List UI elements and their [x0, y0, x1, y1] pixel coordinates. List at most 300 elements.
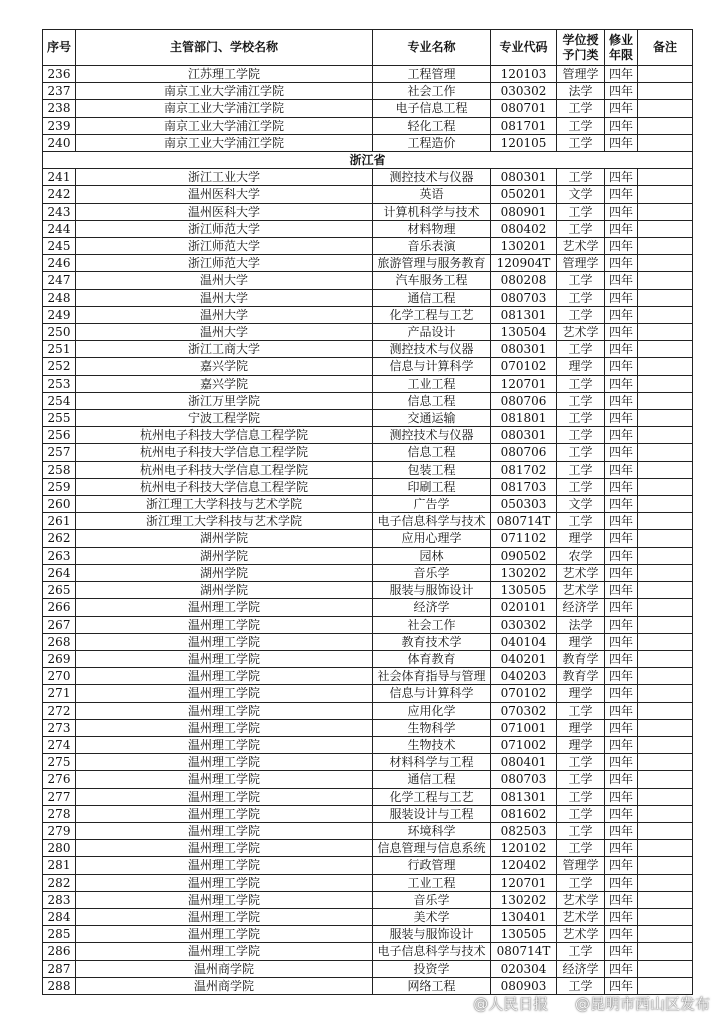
- cell-degree: 管理学: [557, 66, 605, 83]
- cell-degree: 艺术学: [557, 891, 605, 908]
- cell-note: [638, 564, 693, 581]
- cell-note: [638, 444, 693, 461]
- cell-years: 四年: [605, 83, 638, 100]
- cell-years: 四年: [605, 840, 638, 857]
- cell-code: 130504: [491, 324, 557, 341]
- cell-seq: 270: [43, 668, 76, 685]
- cell-seq: 254: [43, 392, 76, 409]
- cell-note: [638, 306, 693, 323]
- cell-major: 音乐表演: [373, 238, 491, 255]
- cell-major: 环境科学: [373, 822, 491, 839]
- cell-code: 130505: [491, 926, 557, 943]
- cell-major: 测控技术与仪器: [373, 427, 491, 444]
- cell-code: 070102: [491, 358, 557, 375]
- cell-school: 温州商学院: [76, 977, 373, 994]
- cell-seq: 261: [43, 513, 76, 530]
- table-row: [43, 392, 693, 409]
- table-row: [43, 203, 693, 220]
- table-row: [43, 908, 693, 925]
- cell-code: 080401: [491, 754, 557, 771]
- cell-degree: 教育学: [557, 650, 605, 667]
- cell-years: 四年: [605, 547, 638, 564]
- cell-code: 080208: [491, 272, 557, 289]
- cell-seq: 250: [43, 324, 76, 341]
- cell-seq: 257: [43, 444, 76, 461]
- cell-code: 081301: [491, 306, 557, 323]
- cell-note: [638, 754, 693, 771]
- table-row: [43, 255, 693, 272]
- cell-degree: 工学: [557, 702, 605, 719]
- cell-major: 通信工程: [373, 289, 491, 306]
- cell-degree: 理学: [557, 633, 605, 650]
- cell-major: 材料物理: [373, 220, 491, 237]
- cell-school: 温州大学: [76, 272, 373, 289]
- header-years: 修业年限: [605, 30, 638, 66]
- table-row: [43, 358, 693, 375]
- table-row: [43, 513, 693, 530]
- cell-note: [638, 943, 693, 960]
- cell-years: 四年: [605, 478, 638, 495]
- cell-major: 信息工程: [373, 392, 491, 409]
- cell-years: 四年: [605, 272, 638, 289]
- cell-degree: 管理学: [557, 255, 605, 272]
- cell-major: 测控技术与仪器: [373, 169, 491, 186]
- watermark-xishan: @昆明市西山区发布: [574, 995, 710, 1013]
- cell-seq: 265: [43, 582, 76, 599]
- cell-note: [638, 255, 693, 272]
- cell-years: 四年: [605, 771, 638, 788]
- cell-seq: 248: [43, 289, 76, 306]
- cell-years: 四年: [605, 582, 638, 599]
- cell-school: 杭州电子科技大学信息工程学院: [76, 461, 373, 478]
- cell-note: [638, 134, 693, 151]
- cell-years: 四年: [605, 805, 638, 822]
- header-school: 主管部门、学校名称: [76, 30, 373, 66]
- cell-code: 120102: [491, 840, 557, 857]
- table-row: [43, 83, 693, 100]
- cell-seq: 271: [43, 685, 76, 702]
- cell-note: [638, 736, 693, 753]
- cell-code: 040203: [491, 668, 557, 685]
- cell-code: 080701: [491, 100, 557, 117]
- header-row: [43, 30, 693, 66]
- table-row: [43, 891, 693, 908]
- cell-years: 四年: [605, 358, 638, 375]
- cell-years: 四年: [605, 736, 638, 753]
- cell-degree: 工学: [557, 134, 605, 151]
- cell-note: [638, 117, 693, 134]
- cell-school: 浙江师范大学: [76, 255, 373, 272]
- table-row: [43, 341, 693, 358]
- cell-years: 四年: [605, 238, 638, 255]
- table-row: [43, 461, 693, 478]
- cell-note: [638, 203, 693, 220]
- cell-note: [638, 685, 693, 702]
- cell-major: 行政管理: [373, 857, 491, 874]
- cell-seq: 243: [43, 203, 76, 220]
- cell-code: 080714T: [491, 513, 557, 530]
- cell-school: 江苏理工学院: [76, 66, 373, 83]
- cell-code: 071102: [491, 530, 557, 547]
- cell-code: 130202: [491, 891, 557, 908]
- cell-code: 080903: [491, 977, 557, 994]
- section-zhejiang: [43, 152, 693, 169]
- table-row: [43, 822, 693, 839]
- cell-school: 温州理工学院: [76, 736, 373, 753]
- cell-code: 030302: [491, 83, 557, 100]
- cell-school: 温州理工学院: [76, 599, 373, 616]
- cell-school: 南京工业大学浦江学院: [76, 117, 373, 134]
- cell-degree: 工学: [557, 771, 605, 788]
- cell-note: [638, 926, 693, 943]
- cell-code: 080301: [491, 169, 557, 186]
- majors-table: [42, 29, 693, 995]
- cell-school: 温州理工学院: [76, 650, 373, 667]
- cell-degree: 工学: [557, 840, 605, 857]
- cell-school: 温州理工学院: [76, 771, 373, 788]
- cell-years: 四年: [605, 822, 638, 839]
- cell-note: [638, 272, 693, 289]
- cell-degree: 工学: [557, 117, 605, 134]
- cell-note: [638, 341, 693, 358]
- cell-code: 081702: [491, 461, 557, 478]
- cell-note: [638, 324, 693, 341]
- cell-years: 四年: [605, 857, 638, 874]
- table-row: [43, 427, 693, 444]
- cell-seq: 264: [43, 564, 76, 581]
- watermark-renmin: @人民日报: [473, 995, 549, 1013]
- table-row: [43, 100, 693, 117]
- cell-school: 温州理工学院: [76, 857, 373, 874]
- cell-major: 经济学: [373, 599, 491, 616]
- cell-code: 080706: [491, 392, 557, 409]
- cell-code: 120402: [491, 857, 557, 874]
- cell-school: 温州大学: [76, 306, 373, 323]
- cell-school: 浙江工业大学: [76, 169, 373, 186]
- cell-school: 湖州学院: [76, 582, 373, 599]
- cell-seq: 285: [43, 926, 76, 943]
- cell-school: 温州理工学院: [76, 805, 373, 822]
- cell-code: 082503: [491, 822, 557, 839]
- cell-years: 四年: [605, 874, 638, 891]
- cell-note: [638, 582, 693, 599]
- table-row: [43, 410, 693, 427]
- cell-major: 音乐学: [373, 564, 491, 581]
- cell-school: 杭州电子科技大学信息工程学院: [76, 427, 373, 444]
- table-row: [43, 633, 693, 650]
- cell-seq: 277: [43, 788, 76, 805]
- cell-major: 信息与计算科学: [373, 358, 491, 375]
- cell-seq: 275: [43, 754, 76, 771]
- table-row: [43, 702, 693, 719]
- cell-major: 教育技术学: [373, 633, 491, 650]
- cell-major: 美术学: [373, 908, 491, 925]
- cell-major: 计算机科学与技术: [373, 203, 491, 220]
- cell-major: 电子信息科学与技术: [373, 943, 491, 960]
- cell-degree: 工学: [557, 977, 605, 994]
- cell-degree: 工学: [557, 341, 605, 358]
- cell-seq: 274: [43, 736, 76, 753]
- cell-seq: 255: [43, 410, 76, 427]
- cell-major: 工程造价: [373, 134, 491, 151]
- cell-seq: 272: [43, 702, 76, 719]
- cell-degree: 经济学: [557, 960, 605, 977]
- cell-code: 081602: [491, 805, 557, 822]
- cell-major: 测控技术与仪器: [373, 341, 491, 358]
- table-row: [43, 134, 693, 151]
- table-row: [43, 582, 693, 599]
- table-row: [43, 771, 693, 788]
- cell-note: [638, 169, 693, 186]
- cell-degree: 工学: [557, 306, 605, 323]
- cell-major: 服装设计与工程: [373, 805, 491, 822]
- cell-degree: 工学: [557, 410, 605, 427]
- table-row: [43, 616, 693, 633]
- cell-major: 工业工程: [373, 375, 491, 392]
- cell-code: 120701: [491, 375, 557, 392]
- cell-years: 四年: [605, 186, 638, 203]
- cell-degree: 工学: [557, 461, 605, 478]
- cell-degree: 工学: [557, 203, 605, 220]
- table-row: [43, 926, 693, 943]
- cell-degree: 艺术学: [557, 908, 605, 925]
- cell-code: 130201: [491, 238, 557, 255]
- cell-years: 四年: [605, 788, 638, 805]
- cell-seq: 239: [43, 117, 76, 134]
- header-seq: 序号: [43, 30, 76, 66]
- cell-note: [638, 530, 693, 547]
- cell-degree: 工学: [557, 805, 605, 822]
- cell-school: 浙江工商大学: [76, 341, 373, 358]
- cell-code: 080706: [491, 444, 557, 461]
- cell-major: 电子信息工程: [373, 100, 491, 117]
- cell-school: 温州理工学院: [76, 685, 373, 702]
- cell-school: 宁波工程学院: [76, 410, 373, 427]
- table-row: [43, 66, 693, 83]
- cell-code: 080901: [491, 203, 557, 220]
- cell-degree: 法学: [557, 616, 605, 633]
- cell-school: 浙江理工大学科技与艺术学院: [76, 513, 373, 530]
- cell-seq: 253: [43, 375, 76, 392]
- cell-note: [638, 633, 693, 650]
- table-row: [43, 496, 693, 513]
- cell-degree: 工学: [557, 220, 605, 237]
- cell-years: 四年: [605, 220, 638, 237]
- cell-years: 四年: [605, 496, 638, 513]
- cell-note: [638, 289, 693, 306]
- cell-degree: 工学: [557, 444, 605, 461]
- cell-degree: 工学: [557, 375, 605, 392]
- cell-seq: 280: [43, 840, 76, 857]
- table-row: [43, 788, 693, 805]
- cell-code: 071001: [491, 719, 557, 736]
- cell-years: 四年: [605, 289, 638, 306]
- cell-major: 轻化工程: [373, 117, 491, 134]
- province-label: 浙江省: [43, 152, 693, 169]
- cell-seq: 279: [43, 822, 76, 839]
- cell-code: 081701: [491, 117, 557, 134]
- cell-years: 四年: [605, 599, 638, 616]
- table-row: [43, 169, 693, 186]
- cell-major: 社会工作: [373, 83, 491, 100]
- cell-degree: 管理学: [557, 857, 605, 874]
- cell-years: 四年: [605, 306, 638, 323]
- cell-seq: 263: [43, 547, 76, 564]
- cell-major: 信息管理与信息系统: [373, 840, 491, 857]
- table-row: [43, 719, 693, 736]
- cell-years: 四年: [605, 668, 638, 685]
- cell-degree: 文学: [557, 186, 605, 203]
- cell-note: [638, 616, 693, 633]
- cell-code: 040104: [491, 633, 557, 650]
- header-note: 备注: [638, 30, 693, 66]
- cell-major: 信息与计算科学: [373, 685, 491, 702]
- cell-seq: 241: [43, 169, 76, 186]
- cell-code: 081301: [491, 788, 557, 805]
- cell-major: 通信工程: [373, 771, 491, 788]
- header-code: 专业代码: [491, 30, 557, 66]
- cell-note: [638, 461, 693, 478]
- cell-school: 温州医科大学: [76, 186, 373, 203]
- cell-seq: 288: [43, 977, 76, 994]
- cell-code: 070302: [491, 702, 557, 719]
- cell-note: [638, 66, 693, 83]
- cell-note: [638, 788, 693, 805]
- cell-school: 温州大学: [76, 324, 373, 341]
- cell-seq: 249: [43, 306, 76, 323]
- cell-school: 浙江师范大学: [76, 238, 373, 255]
- cell-major: 应用化学: [373, 702, 491, 719]
- cell-years: 四年: [605, 513, 638, 530]
- cell-years: 四年: [605, 203, 638, 220]
- cell-years: 四年: [605, 100, 638, 117]
- cell-code: 071002: [491, 736, 557, 753]
- cell-major: 投资学: [373, 960, 491, 977]
- cell-degree: 艺术学: [557, 324, 605, 341]
- cell-note: [638, 392, 693, 409]
- cell-degree: 理学: [557, 685, 605, 702]
- cell-degree: 艺术学: [557, 582, 605, 599]
- cell-degree: 艺术学: [557, 238, 605, 255]
- cell-school: 温州理工学院: [76, 702, 373, 719]
- table-row: [43, 117, 693, 134]
- cell-major: 园林: [373, 547, 491, 564]
- cell-note: [638, 375, 693, 392]
- cell-degree: 艺术学: [557, 564, 605, 581]
- cell-school: 温州理工学院: [76, 633, 373, 650]
- cell-major: 英语: [373, 186, 491, 203]
- cell-code: 080703: [491, 771, 557, 788]
- table-row: [43, 547, 693, 564]
- cell-years: 四年: [605, 530, 638, 547]
- table-row: [43, 444, 693, 461]
- cell-major: 音乐学: [373, 891, 491, 908]
- cell-school: 杭州电子科技大学信息工程学院: [76, 444, 373, 461]
- cell-years: 四年: [605, 461, 638, 478]
- cell-school: 杭州电子科技大学信息工程学院: [76, 478, 373, 495]
- table-row: [43, 324, 693, 341]
- cell-degree: 艺术学: [557, 926, 605, 943]
- cell-major: 服装与服饰设计: [373, 926, 491, 943]
- table-row: [43, 599, 693, 616]
- cell-degree: 工学: [557, 943, 605, 960]
- cell-major: 旅游管理与服务教育: [373, 255, 491, 272]
- cell-code: 130401: [491, 908, 557, 925]
- cell-school: 温州理工学院: [76, 668, 373, 685]
- cell-years: 四年: [605, 444, 638, 461]
- cell-seq: 247: [43, 272, 76, 289]
- table-row: [43, 840, 693, 857]
- cell-years: 四年: [605, 754, 638, 771]
- cell-code: 070102: [491, 685, 557, 702]
- cell-code: 050201: [491, 186, 557, 203]
- cell-years: 四年: [605, 908, 638, 925]
- cell-major: 化学工程与工艺: [373, 788, 491, 805]
- table-row: [43, 530, 693, 547]
- cell-seq: 266: [43, 599, 76, 616]
- cell-code: 120904T: [491, 255, 557, 272]
- table-row: [43, 805, 693, 822]
- cell-degree: 工学: [557, 169, 605, 186]
- table-row: [43, 754, 693, 771]
- table-row: [43, 272, 693, 289]
- cell-years: 四年: [605, 341, 638, 358]
- cell-seq: 267: [43, 616, 76, 633]
- cell-seq: 242: [43, 186, 76, 203]
- cell-years: 四年: [605, 564, 638, 581]
- cell-school: 温州大学: [76, 289, 373, 306]
- cell-degree: 理学: [557, 530, 605, 547]
- cell-degree: 工学: [557, 513, 605, 530]
- table-row: [43, 857, 693, 874]
- watermark: [451, 993, 710, 1014]
- table-row: [43, 238, 693, 255]
- cell-school: 嘉兴学院: [76, 358, 373, 375]
- cell-seq: 237: [43, 83, 76, 100]
- cell-note: [638, 908, 693, 925]
- cell-note: [638, 874, 693, 891]
- cell-degree: 理学: [557, 358, 605, 375]
- cell-school: 温州理工学院: [76, 840, 373, 857]
- cell-degree: 理学: [557, 719, 605, 736]
- cell-code: 081801: [491, 410, 557, 427]
- cell-seq: 286: [43, 943, 76, 960]
- cell-years: 四年: [605, 255, 638, 272]
- cell-note: [638, 100, 693, 117]
- table-row: [43, 874, 693, 891]
- cell-major: 社会工作: [373, 616, 491, 633]
- cell-code: 120701: [491, 874, 557, 891]
- cell-school: 湖州学院: [76, 547, 373, 564]
- cell-code: 050303: [491, 496, 557, 513]
- cell-degree: 理学: [557, 736, 605, 753]
- cell-code: 080301: [491, 427, 557, 444]
- cell-degree: 文学: [557, 496, 605, 513]
- cell-years: 四年: [605, 960, 638, 977]
- cell-years: 四年: [605, 650, 638, 667]
- cell-seq: 244: [43, 220, 76, 237]
- cell-seq: 273: [43, 719, 76, 736]
- table-row: [43, 736, 693, 753]
- cell-major: 应用心理学: [373, 530, 491, 547]
- cell-years: 四年: [605, 169, 638, 186]
- cell-school: 温州理工学院: [76, 908, 373, 925]
- cell-note: [638, 186, 693, 203]
- cell-school: 湖州学院: [76, 530, 373, 547]
- cell-major: 广告学: [373, 496, 491, 513]
- province-row: [43, 152, 693, 169]
- table-row: [43, 685, 693, 702]
